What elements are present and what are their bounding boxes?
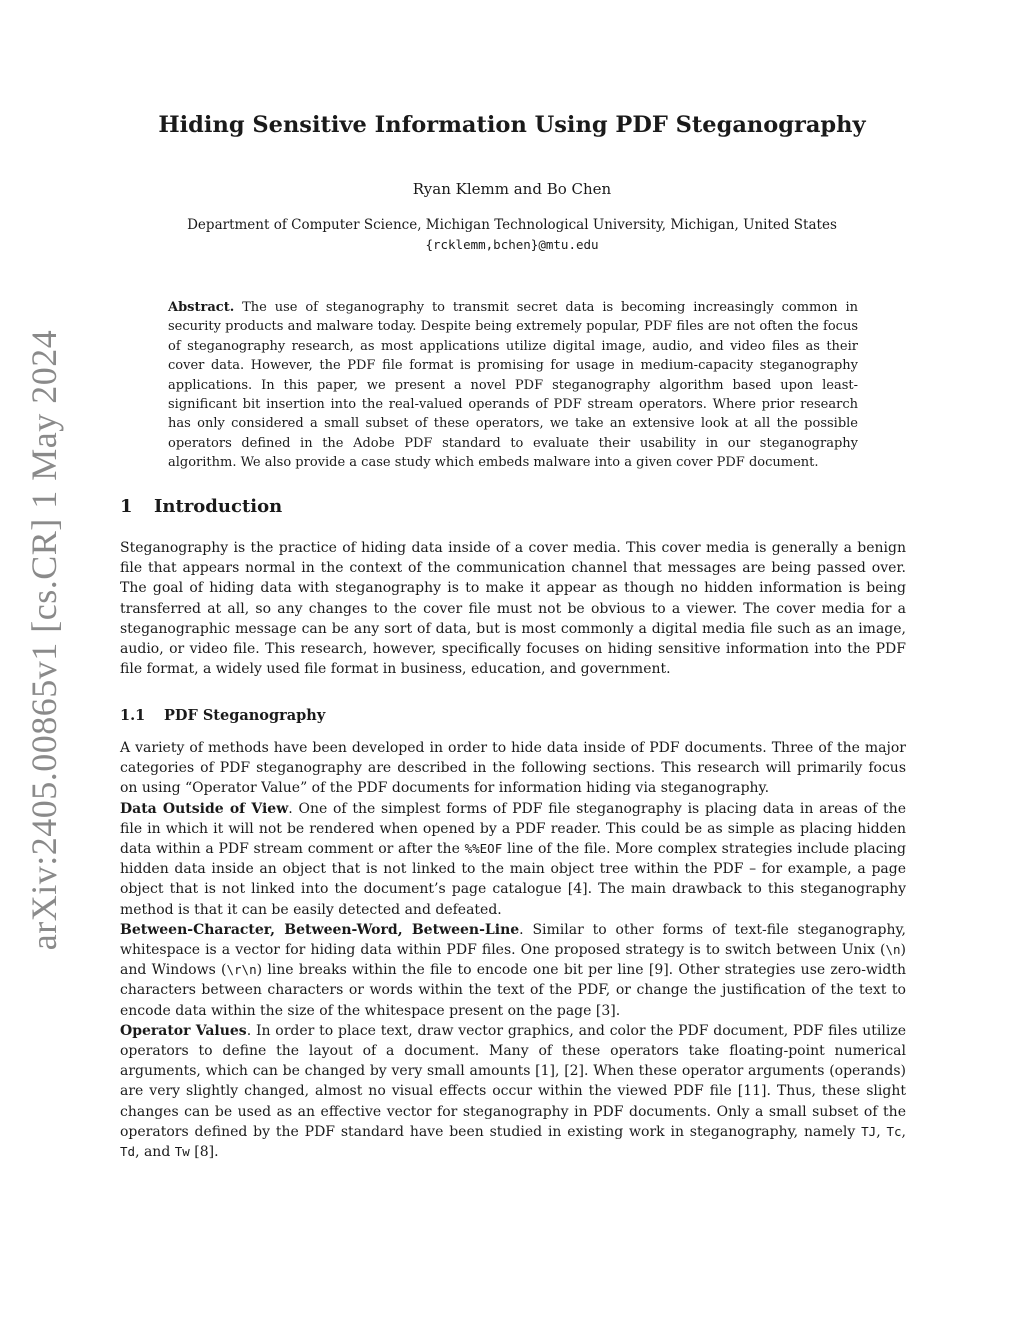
introduction-paragraph: [120, 538, 906, 679]
section-title: Introduction: [154, 496, 283, 517]
paragraph-label-between: Between-Character, Between-Word, Between-Line: [120, 921, 520, 938]
paragraph-data-outside-of-view: [120, 799, 906, 920]
code-operator-tw: Tw: [174, 1144, 190, 1160]
code-operator-tc: Tc: [886, 1123, 902, 1139]
paragraph-text: , and: [135, 1144, 175, 1161]
paragraph-text: . One of the simplest forms of PDF file steganography is placing data in areas of the file in which it will not be rendered when opened by a PDF reader. This could be as simple as placing hidden data within a PDF stream comment or after the: [120, 800, 906, 858]
author-email: {rcklemm,bchen}@mtu.edu: [425, 237, 599, 252]
subsection-intro: A variety of methods have been developed in order to hide data inside of PDF documents. Three of the major categories of PDF steganography are described in the following sections. This research will primarily focus on using “Operator Value” of the PDF documents for information hiding via steganography.: [120, 740, 906, 797]
introduction-text: Steganography is the practice of hiding data inside of a cover media. This cover media is generally a benign file that appears normal in the context of the communication channel that messages are being passed over. The goal of hiding data with steganography is to make it appear as though no hidden information is being transferred at all, so any changes to the cover file must not be obvious to a viewer. The cover media for a steganographic message can be any sort of data, but is most commonly a digital media file such as an image, audio, or video file. This research, however, specifically focuses on hiding sensitive information into the PDF file format, a widely used file format in business, education, and government.: [120, 540, 906, 678]
paper-title: Hiding Sensitive Information Using PDF Steganography: [158, 112, 866, 138]
code-eof-marker: %%EOF: [464, 841, 503, 857]
paragraph-text: [8].: [189, 1144, 219, 1161]
subsection-heading-pdf-steganography: [120, 707, 325, 724]
paragraph-label-operator-values: Operator Values: [120, 1022, 247, 1039]
paragraph-text: ,: [901, 1123, 906, 1140]
paragraph-text: line of the file. More complex strategies include placing hidden data inside an object that is not linked to the main object tree within the PDF – for example, a page object that is not linked into the document’s page catalogue [4]. The main drawback to this steganography method is that it can be easily detected and defeated.: [120, 841, 906, 918]
subsection-number: 1.1: [120, 707, 146, 724]
author-list: Ryan Klemm and Bo Chen: [412, 180, 612, 198]
pdf-steganography-body: [120, 738, 906, 1162]
abstract-label: Abstract.: [168, 300, 235, 315]
paragraph-between-character: [120, 920, 906, 1021]
paragraph-operator-values: [120, 1021, 906, 1162]
affiliation-block: [0, 216, 1024, 254]
paragraph-label-data-outside: Data Outside of View: [120, 800, 289, 817]
paragraph-text: . Similar to other forms of text-file steganography, whitespace is a vector for hiding data within PDF files. One proposed strategy is to switch between Unix (: [120, 921, 906, 959]
abstract-text: The use of steganography to transmit secret data is becoming increasingly common in security products and malware today. Despite being extremely popular, PDF files are not often the focus of steganography research, as most applications utilize digital image, audio, and video files as their cover data. However, the PDF file format is promising for usage in medium-capacity steganography applications. In this paper, we present a novel PDF steganography algorithm based upon least-significant bit insertion into the real-valued operands of PDF stream operators. Where prior research has only considered a small subset of these operators, we take an extensive look at all the possible operators defined in the Adobe PDF standard to evaluate their usability in our steganography algorithm. We also provide a case study which embeds malware into a given cover PDF document.: [168, 300, 858, 471]
paragraph-text: ) and Windows (: [120, 942, 906, 979]
code-windows-newline: \r\n: [226, 962, 257, 978]
affiliation: Department of Computer Science, Michigan Technological University, Michigan, United States: [187, 217, 837, 233]
arxiv-identifier: arXiv:2405.00865v1 [cs.CR] 1 May 2024: [24, 329, 64, 951]
abstract: [168, 298, 858, 473]
paragraph-text: ) line breaks within the file to encode one bit per line [9]. Other strategies use zero-width characters between characters or words within the text of the PDF, or change the justification of the text to encode data within the size of the whitespace present on the page [3].: [120, 962, 906, 1019]
code-unix-newline: \n: [885, 942, 901, 958]
section-heading-introduction: [120, 496, 282, 517]
section-number: 1: [120, 496, 133, 517]
paragraph-text: ,: [876, 1123, 887, 1140]
subsection-title: PDF Steganography: [164, 707, 326, 724]
paragraph-text: . In order to place text, draw vector graphics, and color the PDF document, PDF files utilize operators to define the layout of a document. Many of these operators take floating-point numerical arguments, which can be changed by very small amounts [1], [2]. When these operator arguments (operands) are very slightly changed, almost no visual effects occur within the viewed PDF file [11]. Thus, these slight changes can be used as an effective vector for steganography in PDF documents. Only a small subset of the operators defined by the PDF standard have been studied in existing work in steganography, namely: [120, 1022, 906, 1140]
code-operator-td: Td: [120, 1144, 136, 1160]
code-operator-tj: TJ: [861, 1123, 877, 1139]
